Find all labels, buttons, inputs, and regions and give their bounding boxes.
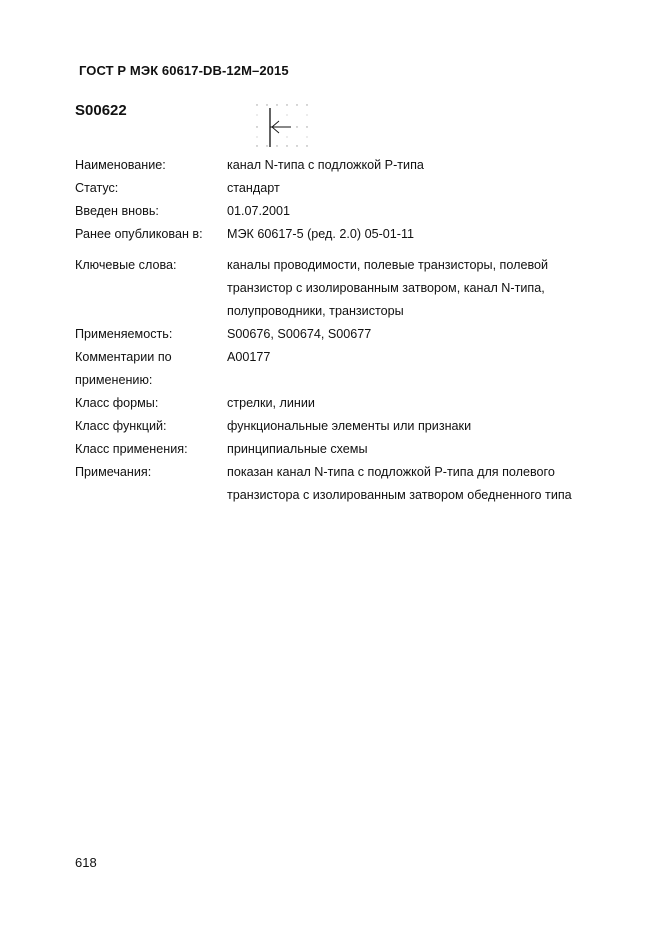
metadata-row-notes: [75, 461, 615, 507]
symbol-id: S00622: [75, 102, 127, 119]
metadata-label: Ключевые слова:: [75, 258, 177, 272]
metadata-row-application-comments: [75, 346, 615, 392]
metadata-value: канал N-типа с подложкой Р-типа: [227, 158, 424, 172]
metadata-value: каналы проводимости, полевые транзисторы, полевой транзистор с изолированным затвором, канал N-типа, полупроводники, транзисторы: [227, 258, 549, 318]
metadata-row-status: [75, 177, 615, 200]
metadata-value: A00177: [227, 350, 271, 364]
metadata-value: принципиальные схемы: [227, 442, 368, 456]
metadata-row-shape-class: [75, 392, 615, 415]
metadata-table: [75, 154, 615, 507]
metadata-label: Применяемость:: [75, 327, 173, 341]
metadata-value: показан канал N-типа с подложкой Р-типа для полевого транзистора с изолированным затвором обедненного типа: [227, 465, 572, 502]
metadata-value: стрелки, линии: [227, 396, 315, 410]
metadata-row-function-class: [75, 415, 615, 438]
standard-header: ГОСТ Р МЭК 60617-DB-12M–2015: [79, 63, 289, 78]
metadata-row-applicability: [75, 323, 615, 346]
n-channel-symbol-icon: [254, 102, 312, 148]
metadata-row-previously-published: [75, 223, 615, 246]
metadata-label: Класс формы:: [75, 396, 159, 410]
metadata-label: Ранее опубликован в:: [75, 227, 203, 241]
metadata-label: Статус:: [75, 181, 119, 195]
metadata-row-keywords: [75, 254, 615, 323]
metadata-label: Класс функций:: [75, 419, 167, 433]
page-number: 618: [75, 855, 97, 870]
metadata-row-introduced: [75, 200, 615, 223]
metadata-label: Примечания:: [75, 465, 152, 479]
metadata-label: Введен вновь:: [75, 204, 159, 218]
metadata-label: Комментарии по применению:: [75, 350, 172, 387]
metadata-value: 01.07.2001: [227, 204, 291, 218]
metadata-row-application-class: [75, 438, 615, 461]
metadata-row-name: [75, 154, 615, 177]
metadata-value: МЭК 60617-5 (ред. 2.0) 05-01-11: [227, 227, 415, 241]
metadata-value: функциональные элементы или признаки: [227, 419, 472, 433]
metadata-label: Класс применения:: [75, 442, 188, 456]
metadata-label: Наименование:: [75, 158, 166, 172]
metadata-value: стандарт: [227, 181, 280, 195]
metadata-value: S00676, S00674, S00677: [227, 327, 372, 341]
